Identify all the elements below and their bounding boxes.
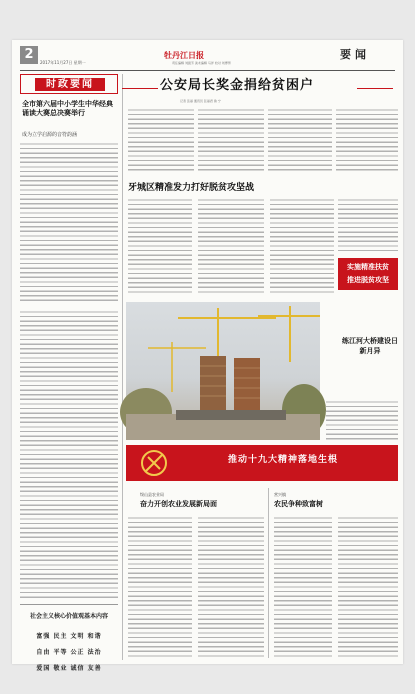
core-values-row-1: 富强 民主 文明 和谐: [36, 633, 102, 640]
bottom-right-body: [274, 516, 398, 658]
section-name: 要闻: [340, 48, 370, 61]
core-values-box: [20, 604, 118, 694]
core-values-row-3: 爱国 敬业 诚信 友善: [36, 665, 102, 672]
bottom-right-headline: 农民争种致富树: [274, 500, 323, 508]
left-headline: 全市第六届中小学生中华经典诵读大赛总决赛举行: [22, 100, 113, 117]
bottom-right-kicker: 营兴镇: [274, 492, 286, 497]
bottom-banner-title: 推动十九大精神落地生根: [227, 455, 338, 465]
header-rule: [20, 70, 395, 71]
column-rule: [122, 74, 123, 660]
bottom-banner: [126, 445, 398, 481]
slogan-box: [338, 258, 398, 290]
page-number: 2: [20, 46, 38, 64]
bridge-construction-photo: [126, 302, 320, 440]
date-line: 2017年11月27日 星期一: [40, 60, 86, 65]
second-headline: 牙城区精准发力打好脱贫攻坚战: [128, 183, 255, 193]
photo-caption-text: [326, 400, 398, 440]
party-emblem-icon: [134, 445, 174, 481]
page-header: [12, 46, 403, 68]
title-rule-left: [122, 88, 158, 89]
left-subheadline: 成为立学启源的音符韵涵: [22, 132, 78, 138]
bottom-left-kicker: 绥山县农业局: [140, 492, 164, 497]
core-values-heading: 社会主义核心价值观基本内容: [29, 613, 108, 620]
second-story-body-right: [338, 198, 398, 254]
bottom-left-body: [128, 516, 264, 658]
editors-line: 责任编辑 刘振芳 美术编辑 马洋 校对 刘博男: [172, 61, 231, 65]
left-body-text: [20, 142, 118, 302]
section-tag-box: [20, 74, 118, 94]
bottom-left-headline: 奋力开创农业发展新局面: [140, 500, 217, 508]
slogan-line-1: 实施精准扶贫: [347, 263, 389, 271]
second-story-body: [128, 198, 334, 294]
top-story-body: [128, 108, 398, 172]
slogan-line-2: 推进脱贫攻坚: [347, 276, 389, 284]
photo-illustration: [126, 302, 320, 440]
section-tag: 时政要闻: [35, 78, 105, 91]
masthead: 牡丹江日报: [164, 50, 204, 60]
core-values-row-2: 自由 平等 公正 法治: [36, 649, 102, 656]
top-headline: 公安局长奖金捐给贫困户: [160, 78, 315, 93]
top-byline: 记者 张丽 通讯员 张丽君 鲁 宁: [180, 99, 221, 103]
bottom-column-rule: [268, 488, 269, 658]
title-rule-right: [357, 88, 393, 89]
photo-headline: 练江河大桥建设日新月异: [342, 337, 398, 355]
left-body-text-2: [20, 310, 118, 600]
newspaper-page: [12, 40, 403, 672]
